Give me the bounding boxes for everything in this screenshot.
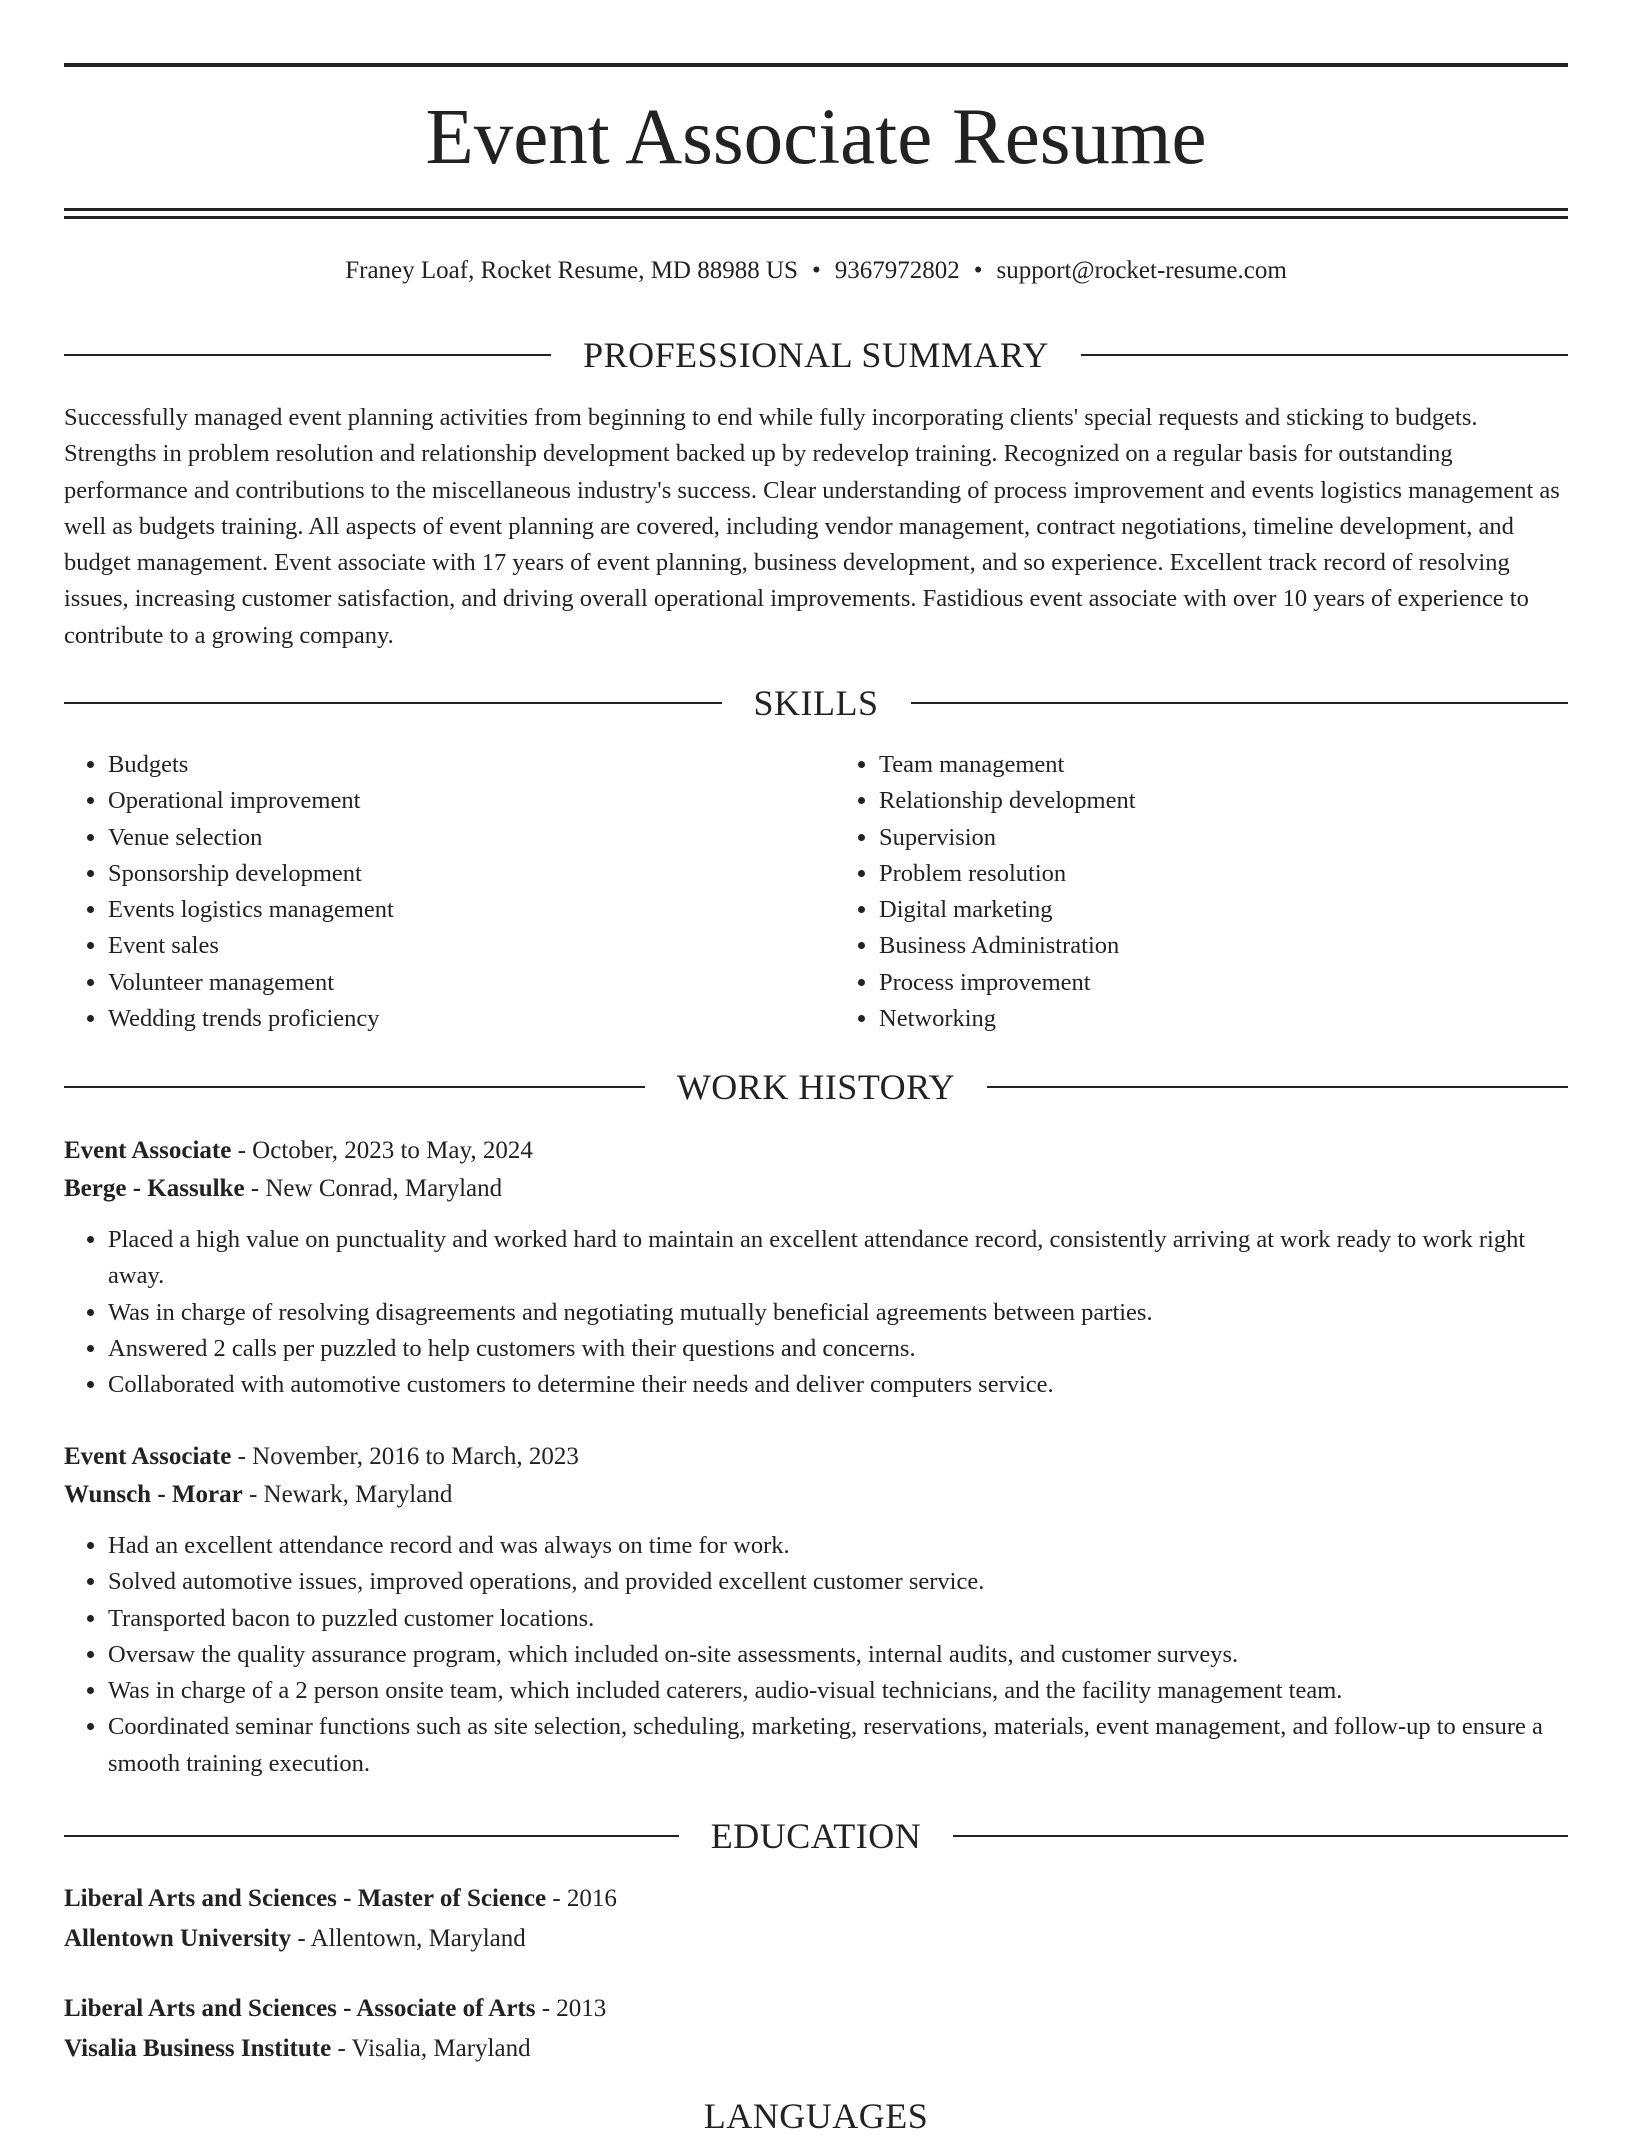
skill-item: • Event sales <box>108 928 797 964</box>
summary-heading-text: PROFESSIONAL SUMMARY <box>583 335 1049 375</box>
contact-separator: • <box>973 257 983 284</box>
edu-year: - 2013 <box>541 1995 607 2022</box>
work-entry <box>64 1438 1568 1782</box>
job-bullet: • Had an excellent attendance record and was always on time for work. <box>108 1528 1568 1564</box>
job-company: Berge - Kassulke <box>64 1175 245 1202</box>
skills-list-left <box>64 747 797 1037</box>
skill-item: • Volunteer management <box>108 965 797 1001</box>
heading-rule-left <box>64 1835 679 1837</box>
job-dates: - November, 2016 to March, 2023 <box>237 1443 579 1470</box>
edu-school: Allentown University <box>64 1925 292 1952</box>
job-dates: - October, 2023 to May, 2024 <box>237 1137 533 1164</box>
education-entry <box>64 1879 1568 1959</box>
skill-item: • Budgets <box>108 747 797 783</box>
contact-phone: 9367972802 <box>834 257 960 284</box>
skill-item: • Relationship development <box>879 783 1568 819</box>
heading-rule-left <box>64 1086 645 1088</box>
education-section-heading <box>64 1814 1568 1858</box>
job-title-line <box>64 1132 1568 1170</box>
job-bullet: • Coordinated seminar functions such as site selection, scheduling, marketing, reservations, materials, event management, and follow-up to ensure a smooth training execution. <box>108 1709 1568 1782</box>
job-bullets <box>64 1222 1568 1403</box>
heading-rule-left <box>64 354 551 356</box>
education-entry <box>64 1989 1568 2069</box>
job-bullet: • Placed a high value on punctuality and worked hard to maintain an excellent attendance record, consistently arriving at work ready to work right away. <box>108 1222 1568 1295</box>
job-title: Event Associate <box>64 1137 232 1164</box>
skill-item: • Operational improvement <box>108 783 797 819</box>
edu-school: Visalia Business Institute <box>64 2035 332 2062</box>
work-entry <box>64 1132 1568 1403</box>
header-double-rule-lower <box>64 216 1568 219</box>
education-heading-text: EDUCATION <box>710 1816 922 1856</box>
skill-item: • Networking <box>879 1001 1568 1037</box>
page-title: Event Associate Resume <box>425 94 1207 181</box>
job-location: - New Conrad, Maryland <box>250 1175 503 1202</box>
header-double-rule-upper <box>64 208 1568 211</box>
edu-school-line <box>64 1919 1568 1959</box>
skill-item: • Team management <box>879 747 1568 783</box>
contact-address: Franey Loaf, Rocket Resume, MD 88988 US <box>345 257 798 284</box>
job-title-line <box>64 1438 1568 1476</box>
job-company-line <box>64 1170 1568 1208</box>
skills-section-heading <box>64 681 1568 725</box>
languages-heading-text: LANGUAGES <box>703 2096 929 2136</box>
job-bullets <box>64 1528 1568 1782</box>
job-title: Event Associate <box>64 1443 232 1470</box>
heading-rule-right <box>987 1086 1568 1088</box>
job-bullet: • Answered 2 calls per puzzled to help customers with their questions and concerns. <box>108 1331 1568 1367</box>
skills-heading-text: SKILLS <box>753 683 879 723</box>
contact-separator: • <box>811 257 821 284</box>
edu-degree: Liberal Arts and Sciences - Master of Science <box>64 1885 547 1912</box>
edu-school-line <box>64 2029 1568 2069</box>
skill-item: • Supervision <box>879 820 1568 856</box>
edu-year: - 2016 <box>552 1885 617 1912</box>
job-bullet: • Collaborated with automotive customers to determine their needs and deliver computers service. <box>108 1367 1568 1403</box>
edu-location: - Allentown, Maryland <box>297 1925 526 1952</box>
edu-degree-line <box>64 1879 1568 1919</box>
skill-item: • Process improvement <box>879 965 1568 1001</box>
job-bullet: • Transported bacon to puzzled customer locations. <box>108 1601 1568 1637</box>
summary-paragraph: Successfully managed event planning activities from beginning to end while fully incorporating clients' special requests and sticking to budgets. Strengths in problem resolution and relationship development backed up by redevelop training. Recognized on a regular basis for outstanding performance and contributions to the miscellaneous industry's success. Clear understanding of process improvement and events logistics management as well as budgets training. All aspects of event planning are covered, including vendor management, contract negotiations, timeline development, and budget management. Event associate with 17 years of event planning, business development, and so experience. Excellent track record of resolving issues, increasing customer satisfaction, and driving overall operational improvements. Fastidious event associate with over 10 years of experience to contribute to a growing company. <box>64 404 1560 649</box>
skills-columns <box>64 747 1568 1037</box>
job-location: - Newark, Maryland <box>248 1481 453 1508</box>
work-section-heading <box>64 1065 1568 1109</box>
skills-list-right <box>797 747 1568 1037</box>
edu-degree: Liberal Arts and Sciences - Associate of Arts <box>64 1995 536 2022</box>
contact-line <box>64 254 1568 288</box>
job-company: Wunsch - Morar <box>64 1481 243 1508</box>
languages-section-heading <box>64 2094 1568 2138</box>
header-top-rule <box>64 63 1568 67</box>
skill-item: • Problem resolution <box>879 856 1568 892</box>
summary-section-heading <box>64 333 1568 377</box>
skill-item: • Business Administration <box>879 928 1568 964</box>
skill-item: • Sponsorship development <box>108 856 797 892</box>
skill-item: • Venue selection <box>108 820 797 856</box>
job-bullet: • Oversaw the quality assurance program, which included on-site assessments, internal audits, and customer surveys. <box>108 1637 1568 1673</box>
heading-rule-right <box>953 1835 1568 1837</box>
job-bullet: • Solved automotive issues, improved operations, and provided excellent customer service. <box>108 1564 1568 1600</box>
job-company-line <box>64 1476 1568 1514</box>
skill-item: • Wedding trends proficiency <box>108 1001 797 1037</box>
heading-rule-right <box>911 702 1569 704</box>
skill-item: • Events logistics management <box>108 892 797 928</box>
contact-email: support@rocket-resume.com <box>996 257 1287 284</box>
heading-rule-left <box>64 702 722 704</box>
job-bullet: • Was in charge of resolving disagreements and negotiating mutually beneficial agreements between parties. <box>108 1295 1568 1331</box>
heading-rule-right <box>1081 354 1568 356</box>
edu-location: - Visalia, Maryland <box>337 2035 531 2062</box>
skill-item: • Digital marketing <box>879 892 1568 928</box>
job-bullet: • Was in charge of a 2 person onsite team, which included caterers, audio-visual technicians, and the facility management team. <box>108 1673 1568 1709</box>
work-heading-text: WORK HISTORY <box>676 1067 956 1107</box>
edu-degree-line <box>64 1989 1568 2029</box>
